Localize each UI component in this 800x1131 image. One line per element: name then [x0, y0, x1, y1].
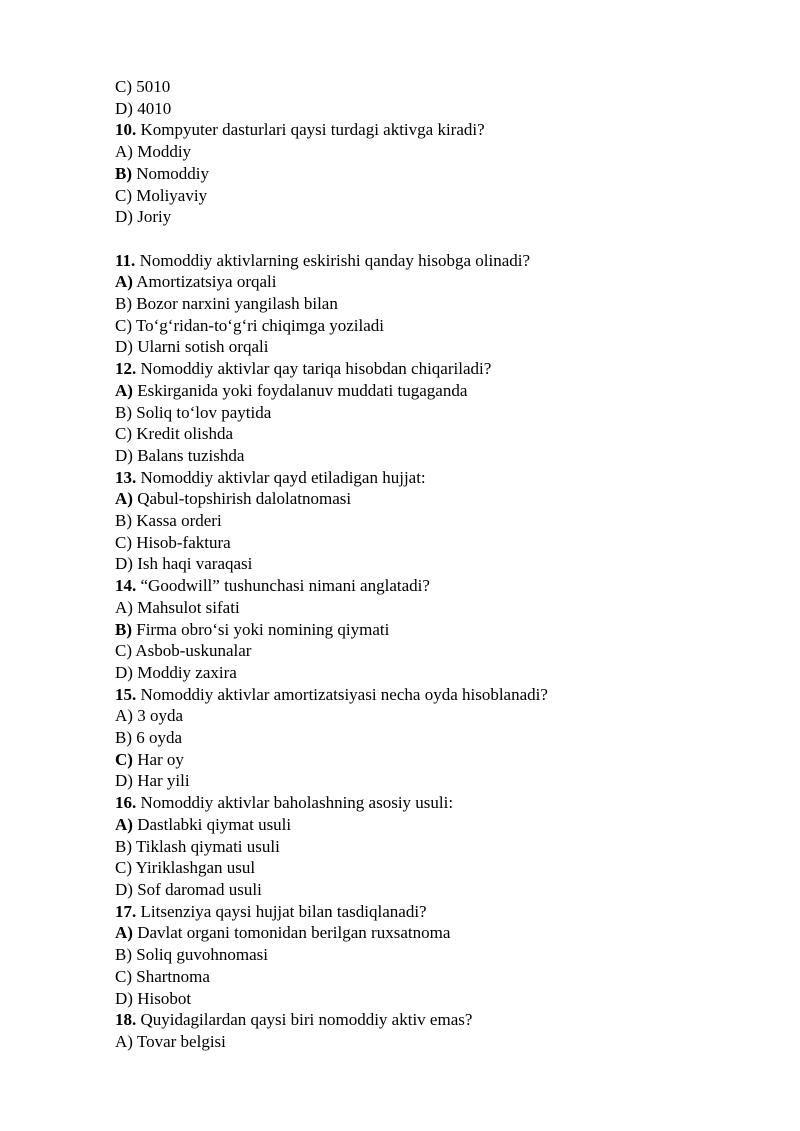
answer-option: [115, 1031, 755, 1053]
option-letter: C): [115, 315, 132, 335]
question-heading: [115, 467, 755, 489]
answer-option: [115, 857, 755, 879]
answer-option: [115, 98, 755, 120]
answer-option-correct: [115, 619, 755, 641]
answer-option: [115, 445, 755, 467]
question-number: 12.: [115, 359, 137, 379]
option-text: Mahsulot sifati: [137, 597, 240, 617]
question-number: 17.: [115, 901, 137, 921]
answer-option: [115, 315, 755, 337]
option-text: Joriy: [137, 207, 172, 227]
answer-option: [115, 76, 755, 98]
option-text: Shartnoma: [136, 966, 210, 986]
option-text: 6 oyda: [136, 728, 183, 748]
question-text: “Goodwill” tushunchasi nimani anglatadi?: [140, 576, 430, 596]
option-text: Bozor narxini yangilash bilan: [136, 294, 338, 314]
question-number: 10.: [115, 120, 137, 140]
question-heading: [115, 250, 755, 272]
option-text: Qabul-topshirish dalolatnomasi: [137, 489, 352, 509]
option-text: Har yili: [137, 771, 190, 791]
question-heading: [115, 901, 755, 923]
option-letter: D): [115, 98, 133, 118]
question-number: 14.: [115, 576, 137, 596]
question-heading: [115, 575, 755, 597]
answer-option-correct: [115, 749, 755, 771]
option-text: Yiriklashgan usul: [135, 858, 256, 878]
option-letter: D): [115, 771, 133, 791]
answer-option: [115, 662, 755, 684]
answer-option-correct: [115, 271, 755, 293]
answer-option: [115, 705, 755, 727]
option-letter: A): [115, 489, 133, 509]
option-letter: C): [115, 185, 132, 205]
option-letter: C): [115, 858, 132, 878]
option-text: Ish haqi varaqasi: [137, 554, 253, 574]
option-letter: C): [115, 424, 132, 444]
option-letter: D): [115, 337, 133, 357]
question-number: 15.: [115, 684, 137, 704]
paragraph-gap: [115, 228, 755, 250]
option-letter: A): [115, 272, 133, 292]
option-text: Dastlabki qiymat usuli: [137, 814, 292, 834]
option-text: Har oy: [137, 749, 184, 769]
question-text: Nomoddiy aktivlar qayd etiladigan hujjat:: [140, 467, 426, 487]
question-text: Nomoddiy aktivlar baholashning asosiy usuli:: [140, 793, 454, 813]
answer-option: [115, 553, 755, 575]
answer-option: [115, 879, 755, 901]
answer-option: [115, 640, 755, 662]
answer-option: [115, 423, 755, 445]
question-heading: [115, 358, 755, 380]
question-text: Quyidagilardan qaysi biri nomoddiy aktiv emas?: [140, 1010, 473, 1030]
option-text: Moliyaviy: [136, 185, 208, 205]
option-text: 3 oyda: [137, 706, 183, 726]
option-text: Balans tuzishda: [137, 445, 245, 465]
answer-option: [115, 597, 755, 619]
option-text: Moddiy zaxira: [137, 662, 237, 682]
option-text: Amortizatsiya orqali: [136, 272, 277, 292]
answer-option-correct: [115, 163, 755, 185]
answer-option: [115, 836, 755, 858]
option-letter: C): [115, 77, 132, 96]
option-letter: B): [115, 728, 132, 748]
option-letter: A): [115, 142, 133, 162]
option-letter: C): [115, 966, 132, 986]
option-letter: A): [115, 923, 133, 943]
option-letter: B): [115, 619, 132, 639]
option-letter: B): [115, 294, 132, 314]
question-number: 11.: [115, 250, 136, 270]
option-letter: D): [115, 988, 133, 1008]
option-letter: B): [115, 402, 132, 422]
option-letter: D): [115, 662, 133, 682]
option-text: 5010: [136, 77, 171, 96]
option-text: Asbob-uskunalar: [135, 641, 252, 661]
option-text: Hisobot: [137, 988, 192, 1008]
answer-option-correct: [115, 922, 755, 944]
answer-option: [115, 532, 755, 554]
option-text: Soliq to‘lov paytida: [136, 402, 272, 422]
answer-option: [115, 402, 755, 424]
answer-option-correct: [115, 814, 755, 836]
answer-option: [115, 141, 755, 163]
answer-option: [115, 293, 755, 315]
option-text: Nomoddiy: [136, 163, 209, 183]
question-text: Kompyuter dasturlari qaysi turdagi aktivga kiradi?: [140, 120, 485, 140]
question-number: 16.: [115, 793, 137, 813]
option-text: Soliq guvohnomasi: [136, 945, 269, 965]
answer-option: [115, 770, 755, 792]
option-letter: D): [115, 445, 133, 465]
answer-option: [115, 336, 755, 358]
option-letter: A): [115, 706, 133, 726]
option-letter: A): [115, 814, 133, 834]
option-letter: C): [115, 532, 132, 552]
option-letter: D): [115, 554, 133, 574]
answer-option: [115, 727, 755, 749]
answer-option-correct: [115, 488, 755, 510]
question-number: 18.: [115, 1010, 137, 1030]
question-text: Nomoddiy aktivlarning eskirishi qanday hisobga olinadi?: [139, 250, 531, 270]
question-text: Litsenziya qaysi hujjat bilan tasdiqlanadi?: [140, 901, 427, 921]
option-letter: C): [115, 749, 133, 769]
answer-option: [115, 185, 755, 207]
answer-option-correct: [115, 380, 755, 402]
option-text: Tiklash qiymati usuli: [135, 836, 280, 856]
answer-option: [115, 988, 755, 1010]
option-letter: B): [115, 163, 132, 183]
option-text: Kredit olishda: [136, 424, 234, 444]
option-text: Davlat organi tomonidan berilgan ruxsatnoma: [137, 923, 451, 943]
question-text: Nomoddiy aktivlar qay tariqa hisobdan chiqariladi?: [140, 359, 492, 379]
option-text: Sof daromad usuli: [137, 880, 262, 899]
question-heading: [115, 684, 755, 706]
option-text: To‘g‘ridan-to‘g‘ri chiqimga yoziladi: [135, 315, 385, 335]
question-heading: [115, 792, 755, 814]
option-letter: B): [115, 511, 132, 531]
option-text: Tovar belgisi: [136, 1031, 226, 1051]
option-text: 4010: [137, 98, 172, 118]
question-number: 13.: [115, 467, 137, 487]
option-text: Moddiy: [137, 142, 192, 162]
option-letter: B): [115, 836, 132, 856]
answer-option: [115, 944, 755, 966]
question-heading: [115, 119, 755, 141]
option-text: Ularni sotish orqali: [137, 337, 269, 357]
question-heading: [115, 1009, 755, 1031]
option-letter: A): [115, 380, 133, 400]
question-text: Nomoddiy aktivlar amortizatsiyasi necha oyda hisoblanadi?: [140, 684, 548, 704]
option-text: Firma obro‘si yoki nomining qiymati: [136, 619, 390, 639]
document-page: [115, 76, 755, 1053]
answer-option: [115, 510, 755, 532]
answer-option: [115, 966, 755, 988]
option-text: Hisob-faktura: [136, 532, 231, 552]
option-letter: C): [115, 641, 132, 661]
option-text: Kassa orderi: [136, 511, 222, 531]
option-letter: A): [115, 597, 133, 617]
option-letter: D): [115, 207, 133, 227]
option-letter: B): [115, 945, 132, 965]
option-letter: D): [115, 880, 133, 899]
option-letter: A): [115, 1031, 133, 1051]
answer-option: [115, 206, 755, 228]
option-text: Eskirganida yoki foydalanuv muddati tugaganda: [137, 380, 468, 400]
